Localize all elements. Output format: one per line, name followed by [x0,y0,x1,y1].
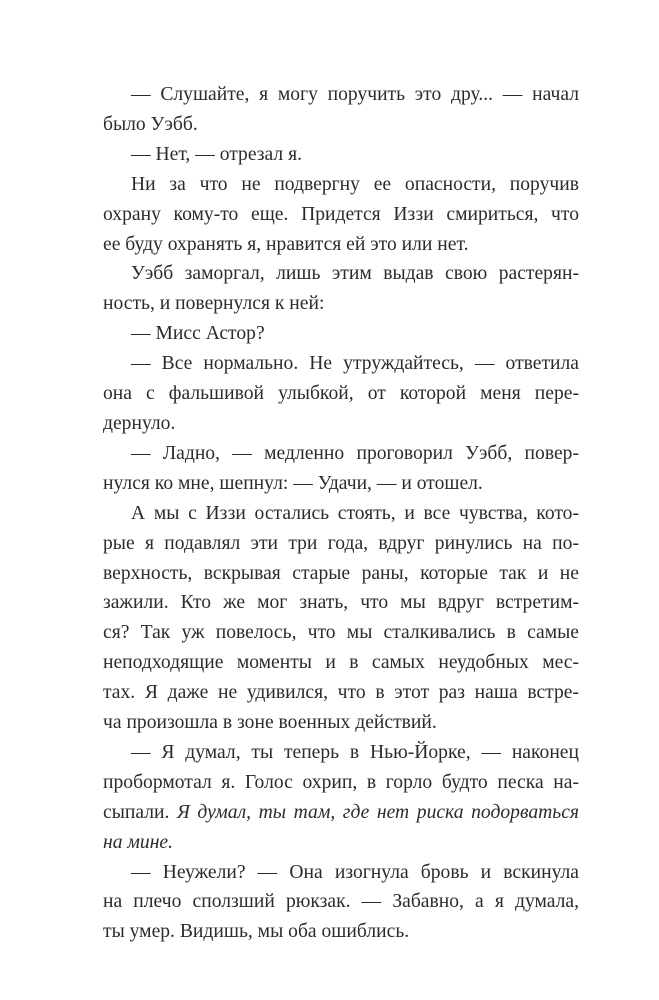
text-segment: сыпали. [103,801,170,823]
text-line: нулся ко мне, шепнул: — Удачи, — и отошел. [103,472,483,494]
paragraph [103,170,579,260]
text-line: А мы с Иззи остались стоять, и все чувства, кото- [131,502,579,524]
text-line: — Мисс Астор? [131,323,265,345]
paragraph [103,349,579,439]
paragraph [103,80,579,140]
text-line: — Ладно, — медленно проговорил Уэбб, повер- [131,442,579,464]
paragraph [103,140,579,170]
book-page [103,80,579,947]
text-line: — Слушайте, я могу поручить это дру... — начал [131,84,579,105]
paragraph [103,738,579,858]
text-line: охрану кому-то еще. Придется Иззи смириться, что [103,203,579,225]
text-line: верхность, вскрывая старые раны, которые так и не [103,562,579,584]
text-line: дернуло. [103,412,176,434]
italic-thought: на мине. [103,831,174,853]
text-line: было Уэбб. [103,113,198,135]
text-line: — Я думал, ты теперь в Нью-Йорке, — наконец [131,741,579,763]
paragraph [103,319,579,349]
paragraph [103,259,579,319]
italic-thought: Я думал, ты там, где нет риска подорваться [169,801,579,823]
text-line: она с фальшивой улыбкой, от которой меня пере- [103,383,579,405]
text-line: ча произошла в зоне военных действий. [103,712,437,734]
text-line: зажили. Кто же мог знать, что мы вдруг встретим- [103,592,579,614]
text-line: Ни за что не подвергну ее опасности, поручив [131,173,579,195]
text-line: ность, и повернулся к ней: [103,293,325,315]
text-line: — Неужели? — Она изогнула бровь и вскинула [131,861,579,883]
text-line: — Нет, — отрезал я. [131,143,302,165]
paragraph [103,439,579,499]
text-line: ты умер. Видишь, мы оба ошиблись. [103,921,410,943]
text-line: ее буду охранять я, нравится ей это или нет. [103,233,469,255]
text-line: ся? Так уж повелось, что мы сталкивались в самые [103,622,579,644]
text-line: на плечо сползший рюкзак. — Забавно, а я думала, [103,891,579,913]
text-line: тах. Я даже не удивился, что в этот раз наша встре- [103,682,579,704]
text-line: Уэбб заморгал, лишь этим выдав свою растерян- [131,263,579,285]
text-line: неподходящие моменты и в самых неудобных мес- [103,652,579,674]
text-line: — Все нормально. Не утруждайтесь, — ответила [131,353,579,375]
paragraph [103,499,579,738]
text-line: пробормотал я. Голос охрип, в горло будто песка на- [103,771,579,793]
paragraph [103,858,579,948]
text-line: рые я подавлял эти три года, вдруг ринулись на по- [103,532,579,554]
text-line-mixed [103,798,579,828]
